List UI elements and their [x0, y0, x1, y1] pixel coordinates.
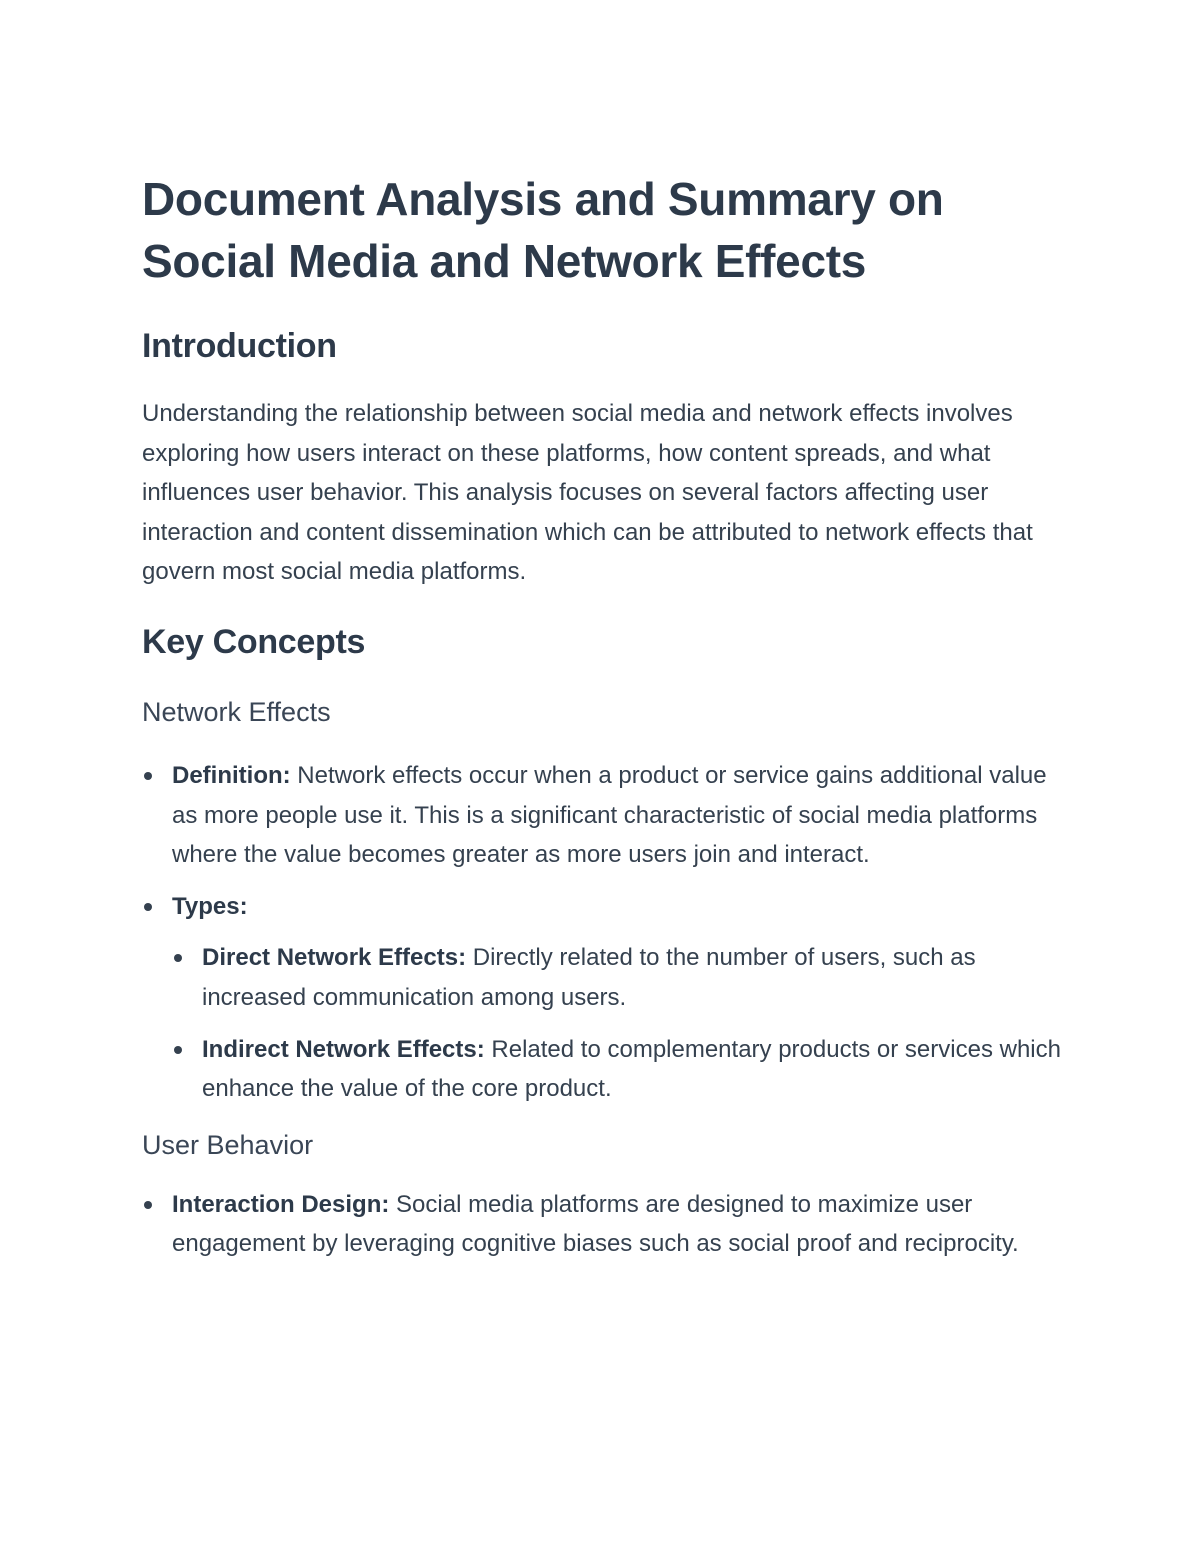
types-term: Types:	[172, 892, 248, 920]
document-title	[142, 168, 1062, 292]
key-concepts-heading: Key Concepts	[142, 622, 366, 661]
user-behavior-heading: User Behavior	[142, 1129, 314, 1160]
list-item-types	[142, 887, 1062, 1109]
list-item-indirect-network-effects	[172, 1030, 1062, 1109]
list-item-definition	[142, 756, 1062, 875]
direct-text: Directly related to the number of users, such as increased communication among users.	[202, 944, 976, 1011]
definition-text: Network effects occur when a product or service gains additional value as more people use it. This is a significant characteristic of social media platforms where the value becomes greater as more users join and interact.	[172, 761, 1047, 869]
document-page	[142, 168, 1062, 1264]
interaction-design-text: Social media platforms are designed to maximize user engagement by leveraging cognitive biases such as social proof and reciprocity.	[172, 1190, 1019, 1258]
types-sublist	[172, 938, 1062, 1108]
title-line-1: Document Analysis and Summary on	[142, 173, 944, 225]
bullet-icon	[144, 903, 152, 911]
direct-term: Direct Network Effects:	[202, 944, 467, 972]
definition-term: Definition:	[172, 761, 291, 789]
network-effects-list	[142, 756, 1062, 1109]
bullet-icon	[144, 772, 152, 780]
network-effects-heading: Network Effects	[142, 696, 331, 727]
bullet-icon	[174, 954, 182, 962]
introduction-paragraph: Understanding the relationship between social media and network effects involves exploring how users interact on these platforms, how content spreads, and what influences user behavior. This analysis focuses on several factors affecting user interaction and content dissemination which can be attributed to network effects that govern most social media platforms.	[142, 400, 1033, 586]
interaction-design-term: Interaction Design:	[172, 1190, 390, 1218]
list-item-direct-network-effects	[172, 938, 1062, 1017]
user-behavior-list	[142, 1185, 1062, 1264]
introduction-heading: Introduction	[142, 327, 337, 365]
indirect-term: Indirect Network Effects:	[202, 1035, 485, 1063]
bullet-icon	[174, 1046, 182, 1054]
list-item-interaction-design	[142, 1185, 1062, 1264]
indirect-text: Related to complementary products or services which enhance the value of the core product.	[202, 1035, 1061, 1103]
bullet-icon	[144, 1201, 152, 1209]
title-line-2: Social Media and Network Effects	[142, 235, 867, 287]
